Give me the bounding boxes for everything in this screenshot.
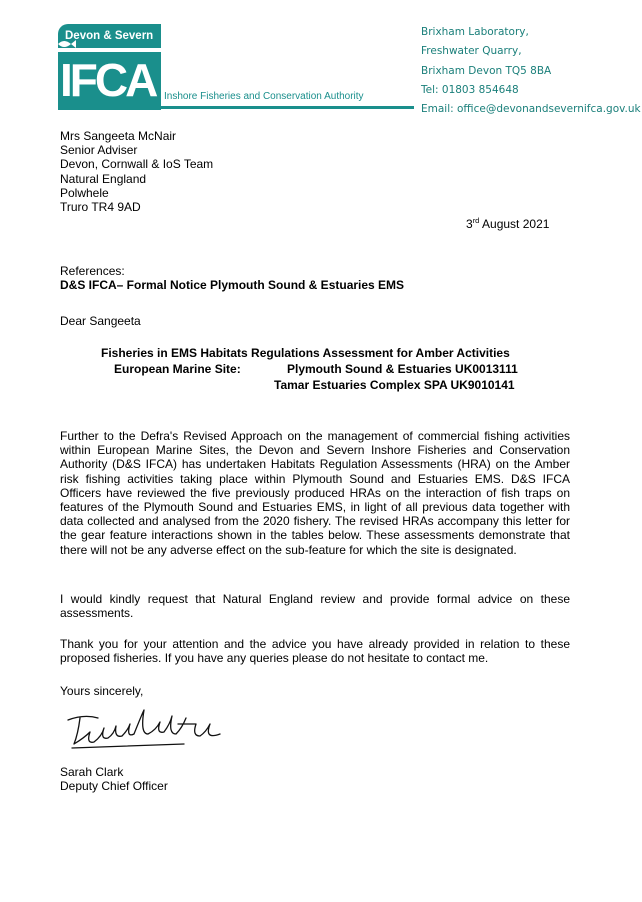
signatory — [60, 765, 168, 793]
body-paragraph: Thank you for your attention and the advice you have already provided in relation to these proposed fisheries. If you have any queries please do not hesitate to contact me. — [60, 637, 570, 666]
subject-block — [101, 345, 518, 393]
recipient-line: Truro TR4 9AD — [60, 200, 141, 215]
recipient-address — [60, 129, 213, 214]
ifca-logo — [58, 24, 414, 114]
logo-main-text: IFCA — [60, 54, 156, 106]
date-day: 3 — [466, 217, 473, 231]
signatory-title: Deputy Chief Officer — [60, 779, 168, 794]
subject-site-label: European Marine Site: — [114, 362, 241, 376]
salutation: Dear Sangeeta — [60, 314, 141, 328]
date-rest: August 2021 — [479, 217, 550, 231]
recipient-line: Natural England — [60, 171, 147, 186]
logo-underline — [161, 106, 414, 109]
references-value: D&S IFCA– Formal Notice Plymouth Sound & Estuaries EMS — [60, 278, 405, 293]
address-line: Brixham Devon TQ5 8BA — [421, 64, 552, 77]
signatory-name: Sarah Clark — [60, 765, 124, 779]
body-paragraph: I would kindly request that Natural England review and provide formal advice on these assessments. — [60, 592, 570, 621]
subject-site-2: Tamar Estuaries Complex SPA UK9010141 — [274, 378, 515, 392]
address-line: Brixham Laboratory, — [421, 26, 529, 38]
recipient-line: Polwhele — [60, 185, 109, 200]
references — [60, 264, 404, 292]
signature-image — [64, 704, 224, 756]
subject-site-1: Plymouth Sound & Estuaries UK0013111 — [287, 362, 518, 376]
body-paragraph: Further to the Defra's Revised Approach on the management of commercial fishing activities within European Marine Sites, the Devon and Severn Inshore Fisheries and Conservation Authority (D&S IFCA) has undertaken Habitats Regulation Assessments (HRA) on the Amber risk fishing activities taking place within Plymouth Sound and Estuaries EMS. D&S IFCA Officers have reviewed the five previously produced HRAs on the interaction of fish traps on features of the Plymouth Sound and Estuaries EMS, in light of all previous data together with data collected and analysed from the 2020 fishery. The revised HRAs accompany this letter for the gear feature interactions shown in the tables below. These assessments demonstrate that there will not be any adverse effect on the sub-feature for which the site is designated. — [60, 429, 570, 557]
logo-top-text: Devon & Severn — [58, 24, 161, 48]
letter-date — [466, 216, 549, 231]
logo-tagline: Inshore Fisheries and Conservation Authority — [164, 91, 364, 102]
recipient-line: Mrs Sangeeta McNair — [60, 129, 177, 143]
address-phone: Tel: 01803 854648 — [421, 83, 519, 96]
references-label: References: — [60, 264, 125, 278]
date-suffix: rd — [472, 216, 480, 225]
recipient-line: Senior Adviser — [60, 143, 138, 158]
closing: Yours sincerely, — [60, 684, 144, 698]
fish-icon — [56, 38, 76, 50]
address-email: Email: office@devonandsevernifca.gov.uk — [421, 103, 641, 116]
subject-title: Fisheries in EMS Habitats Regulations Assessment for Amber Activities — [101, 346, 510, 360]
sender-address — [421, 23, 641, 119]
recipient-line: Devon, Cornwall & IoS Team — [60, 157, 214, 172]
address-line: Freshwater Quarry, — [421, 45, 522, 58]
